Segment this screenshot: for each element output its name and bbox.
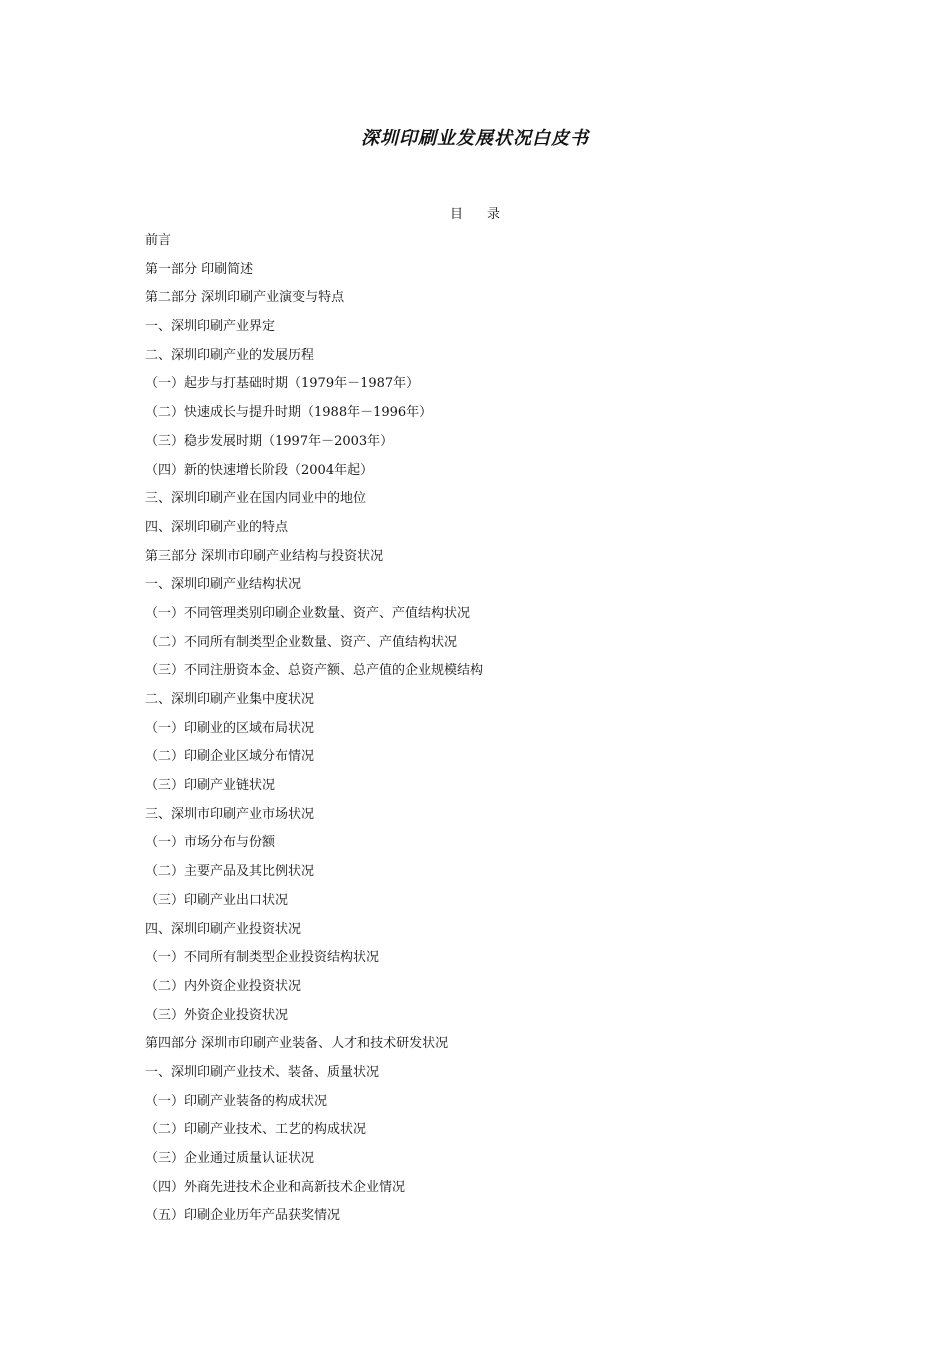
toc-item: （三）印刷产业出口状况 <box>145 892 289 908</box>
toc-item: 二、深圳印刷产业的发展历程 <box>145 347 315 363</box>
toc-item: 第四部分 深圳市印刷产业装备、人才和技术研发状况 <box>145 1036 449 1052</box>
document-title: 深圳印刷业发展状况白皮书 <box>361 128 589 149</box>
toc-item: 四、深圳印刷产业投资状况 <box>145 921 302 937</box>
toc-item: （一）不同管理类别印刷企业数量、资产、产值结构状况 <box>145 605 471 621</box>
toc-item: （三）印刷产业链状况 <box>145 778 276 794</box>
toc-item: 二、深圳印刷产业集中度状况 <box>145 692 315 707</box>
toc-item: 前言 <box>145 233 172 248</box>
toc-item: 一、深圳印刷产业界定 <box>145 319 276 335</box>
toc-item: （五）印刷企业历年产品获奖情况 <box>145 1208 341 1224</box>
toc-item: （三）外资企业投资状况 <box>145 1007 289 1023</box>
table-of-contents <box>145 231 845 1235</box>
toc-item: 一、深圳印刷产业结构状况 <box>145 577 302 593</box>
toc-item: （一）起步与打基础时期（1979年－1987年） <box>145 376 420 392</box>
toc-item: 第一部分 印刷简述 <box>145 261 254 277</box>
toc-item: （二）主要产品及其比例状况 <box>145 864 315 880</box>
toc-item: （四）外商先进技术企业和高新技术企业情况 <box>145 1179 406 1195</box>
toc-heading: 目录 <box>449 207 524 222</box>
toc-item: （三）企业通过质量认证状况 <box>145 1151 315 1166</box>
toc-item: 一、深圳印刷产业技术、装备、质量状况 <box>145 1064 380 1080</box>
toc-item: （二）印刷产业技术、工艺的构成状况 <box>145 1122 367 1138</box>
toc-item: （三）不同注册资本金、总资产额、总产值的企业规模结构 <box>145 663 484 679</box>
toc-item: 第二部分 深圳印刷产业演变与特点 <box>145 290 345 306</box>
toc-item: （二）不同所有制类型企业数量、资产、产值结构状况 <box>145 634 458 650</box>
toc-item: （三）稳步发展时期（1997年－2003年） <box>145 433 394 449</box>
toc-item: （二）印刷企业区域分布情况 <box>145 749 315 765</box>
toc-item: 三、深圳印刷产业在国内同业中的地位 <box>145 491 367 507</box>
toc-item: 第三部分 深圳市印刷产业结构与投资状况 <box>145 548 384 564</box>
toc-item: 三、深圳市印刷产业市场状况 <box>145 806 315 822</box>
toc-item: （二）内外资企业投资状况 <box>145 978 302 994</box>
toc-item: （四）新的快速增长阶段（2004年起） <box>145 462 374 478</box>
toc-item: （二）快速成长与提升时期（1988年－1996年） <box>145 405 433 421</box>
toc-item: 四、深圳印刷产业的特点 <box>145 519 289 535</box>
toc-item: （一）印刷业的区域布局状况 <box>145 720 315 736</box>
toc-item: （一）市场分布与份额 <box>145 835 276 851</box>
toc-item: （一）不同所有制类型企业投资结构状况 <box>145 950 380 966</box>
toc-item: （一）印刷产业装备的构成状况 <box>145 1093 328 1109</box>
